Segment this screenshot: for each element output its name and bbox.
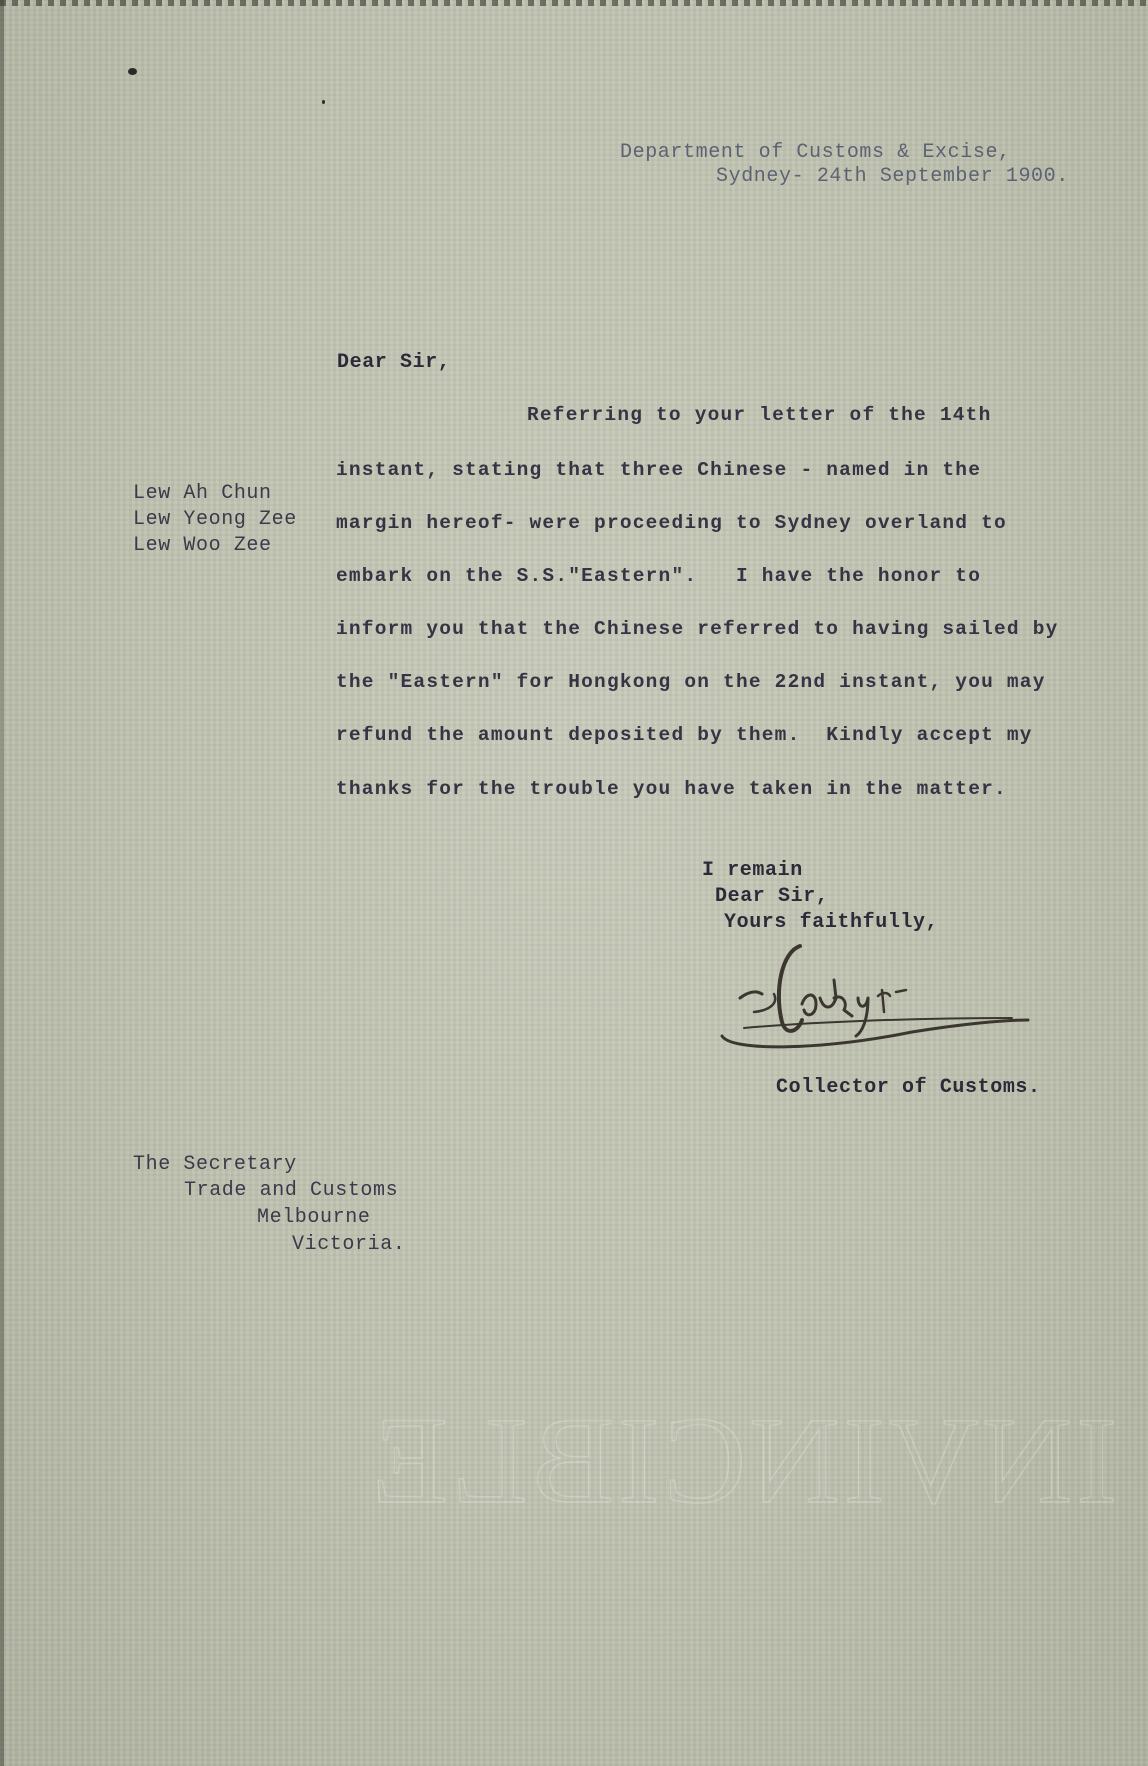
page-left-edge	[0, 0, 4, 1766]
torn-top-edge	[0, 0, 1148, 6]
body-line: thanks for the trouble you have taken in the matter.	[336, 778, 1007, 800]
body-line: embark on the S.S."Eastern". I have the honor to	[336, 565, 982, 587]
body-line: refund the amount deposited by them. Kindly accept my	[336, 724, 1033, 746]
addressee-line: The Secretary	[133, 1153, 297, 1176]
salutation: Dear Sir,	[337, 351, 451, 374]
addressee-line: Trade and Customs	[184, 1179, 399, 1202]
closing-dear-sir: Dear Sir,	[715, 885, 829, 908]
margin-name: Lew Woo Zee	[133, 534, 272, 557]
ink-speck	[128, 68, 137, 75]
addressee-line: Victoria.	[292, 1233, 406, 1256]
sender-department: Department of Customs & Excise,	[620, 141, 1011, 164]
signatory-title: Collector of Customs.	[776, 1076, 1041, 1099]
body-line: margin hereof- were proceeding to Sydney overland to	[336, 512, 1007, 534]
body-line: instant, stating that three Chinese - named in the	[336, 459, 982, 481]
addressee-line: Melbourne	[257, 1206, 371, 1229]
handwritten-signature	[712, 940, 1042, 1070]
body-line: the "Eastern" for Hongkong on the 22nd instant, you may	[336, 671, 1046, 693]
margin-name: Lew Ah Chun	[133, 482, 272, 505]
closing-faithfully: Yours faithfully,	[724, 911, 939, 934]
body-line: Referring to your letter of the 14th	[527, 404, 992, 426]
margin-name: Lew Yeong Zee	[133, 508, 297, 531]
closing-remain: I remain	[702, 859, 803, 882]
body-line: inform you that the Chinese referred to having sailed by	[336, 618, 1059, 640]
ink-speck	[322, 100, 325, 104]
letter-date: Sydney- 24th September 1900.	[716, 165, 1069, 188]
watermark: INVINCIBLE	[368, 1392, 1118, 1529]
